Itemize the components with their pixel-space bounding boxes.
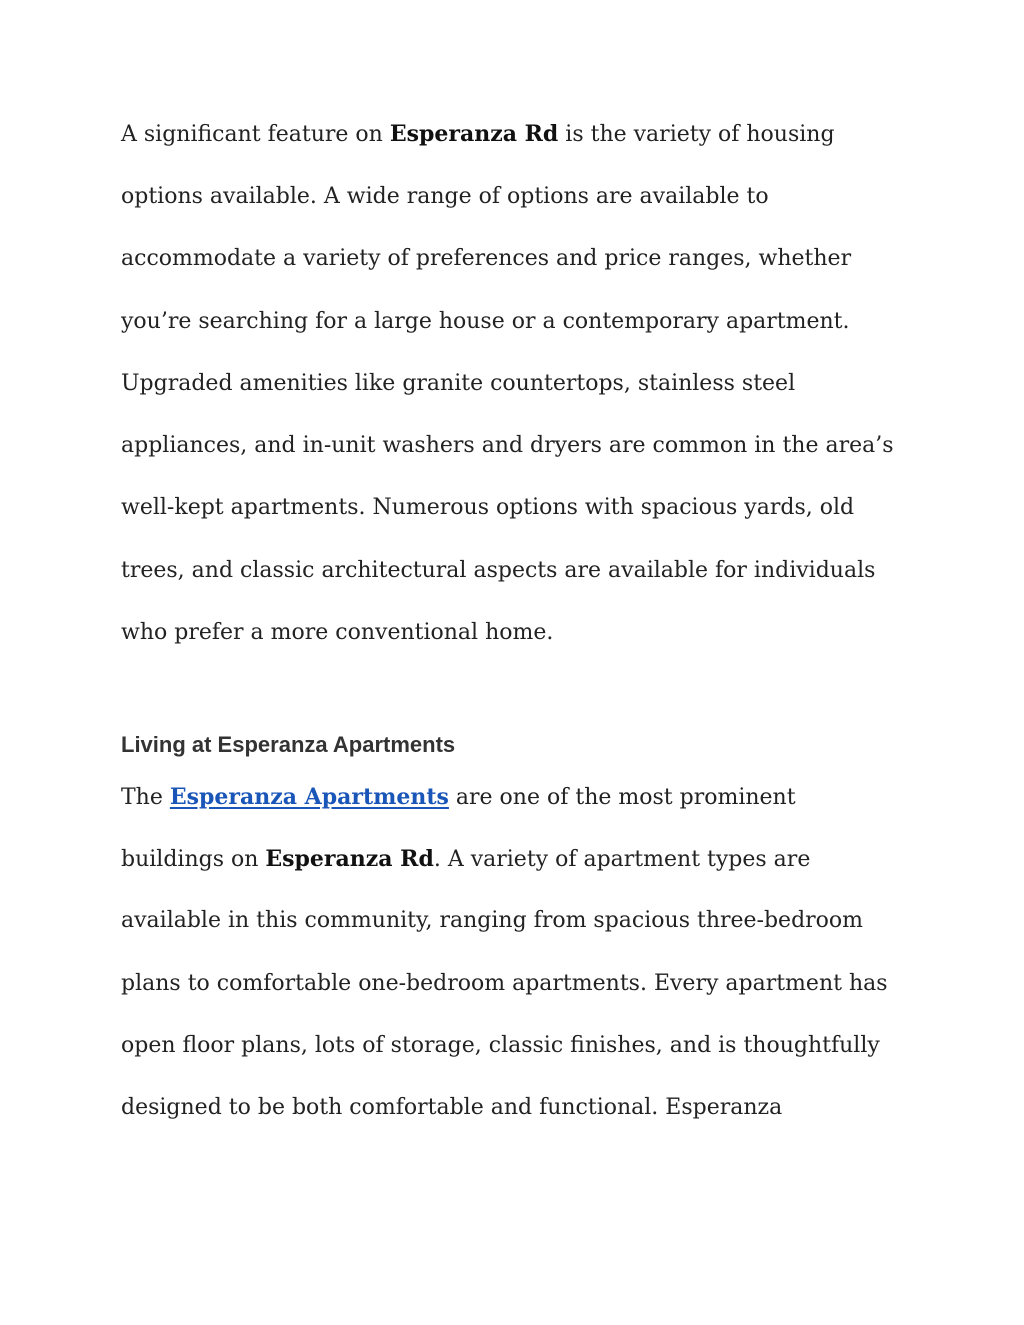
paragraph-line: you’re searching for a large house or a contemporary apartment. [121, 309, 850, 334]
paragraph-line: well-kept apartments. Numerous options with spacious yards, old [121, 495, 855, 520]
paragraph-line [121, 783, 796, 811]
paragraph-line: options available. A wide range of options are available to [121, 184, 769, 209]
bold-term-esperanza-rd: Esperanza Rd [389, 121, 559, 147]
paragraph-line [121, 120, 835, 148]
line-text: A significant feature on [121, 122, 390, 147]
paragraph-line: designed to be both comfortable and functional. Esperanza [121, 1095, 783, 1120]
paragraph-line: available in this community, ranging from spacious three-bedroom [121, 908, 864, 933]
line-text: are one of the most prominent [448, 785, 796, 810]
line-text: is the variety of housing [558, 122, 835, 147]
bold-term-esperanza-rd: Esperanza Rd [265, 846, 434, 872]
paragraph-line: trees, and classic architectural aspects are available for individuals [121, 558, 876, 583]
paragraph-line [121, 845, 810, 873]
line-text: . A variety of apartment types are [433, 847, 811, 872]
section-heading: Living at Esperanza Apartments [121, 732, 456, 757]
esperanza-apartments-link[interactable]: Esperanza Apartments [169, 784, 449, 810]
paragraph-line: plans to comfortable one-bedroom apartments. Every apartment has [121, 971, 888, 996]
paragraph-line: accommodate a variety of preferences and price ranges, whether [121, 246, 852, 271]
paragraph-line: who prefer a more conventional home. [121, 620, 554, 645]
paragraph-line: Upgraded amenities like granite countertops, stainless steel [121, 371, 796, 396]
paragraph-line: appliances, and in-unit washers and dryers are common in the area’s [121, 433, 894, 458]
paragraph-line: open floor plans, lots of storage, classic finishes, and is thoughtfully [121, 1033, 880, 1058]
line-text: buildings on [121, 847, 266, 872]
line-text: The [121, 785, 170, 810]
